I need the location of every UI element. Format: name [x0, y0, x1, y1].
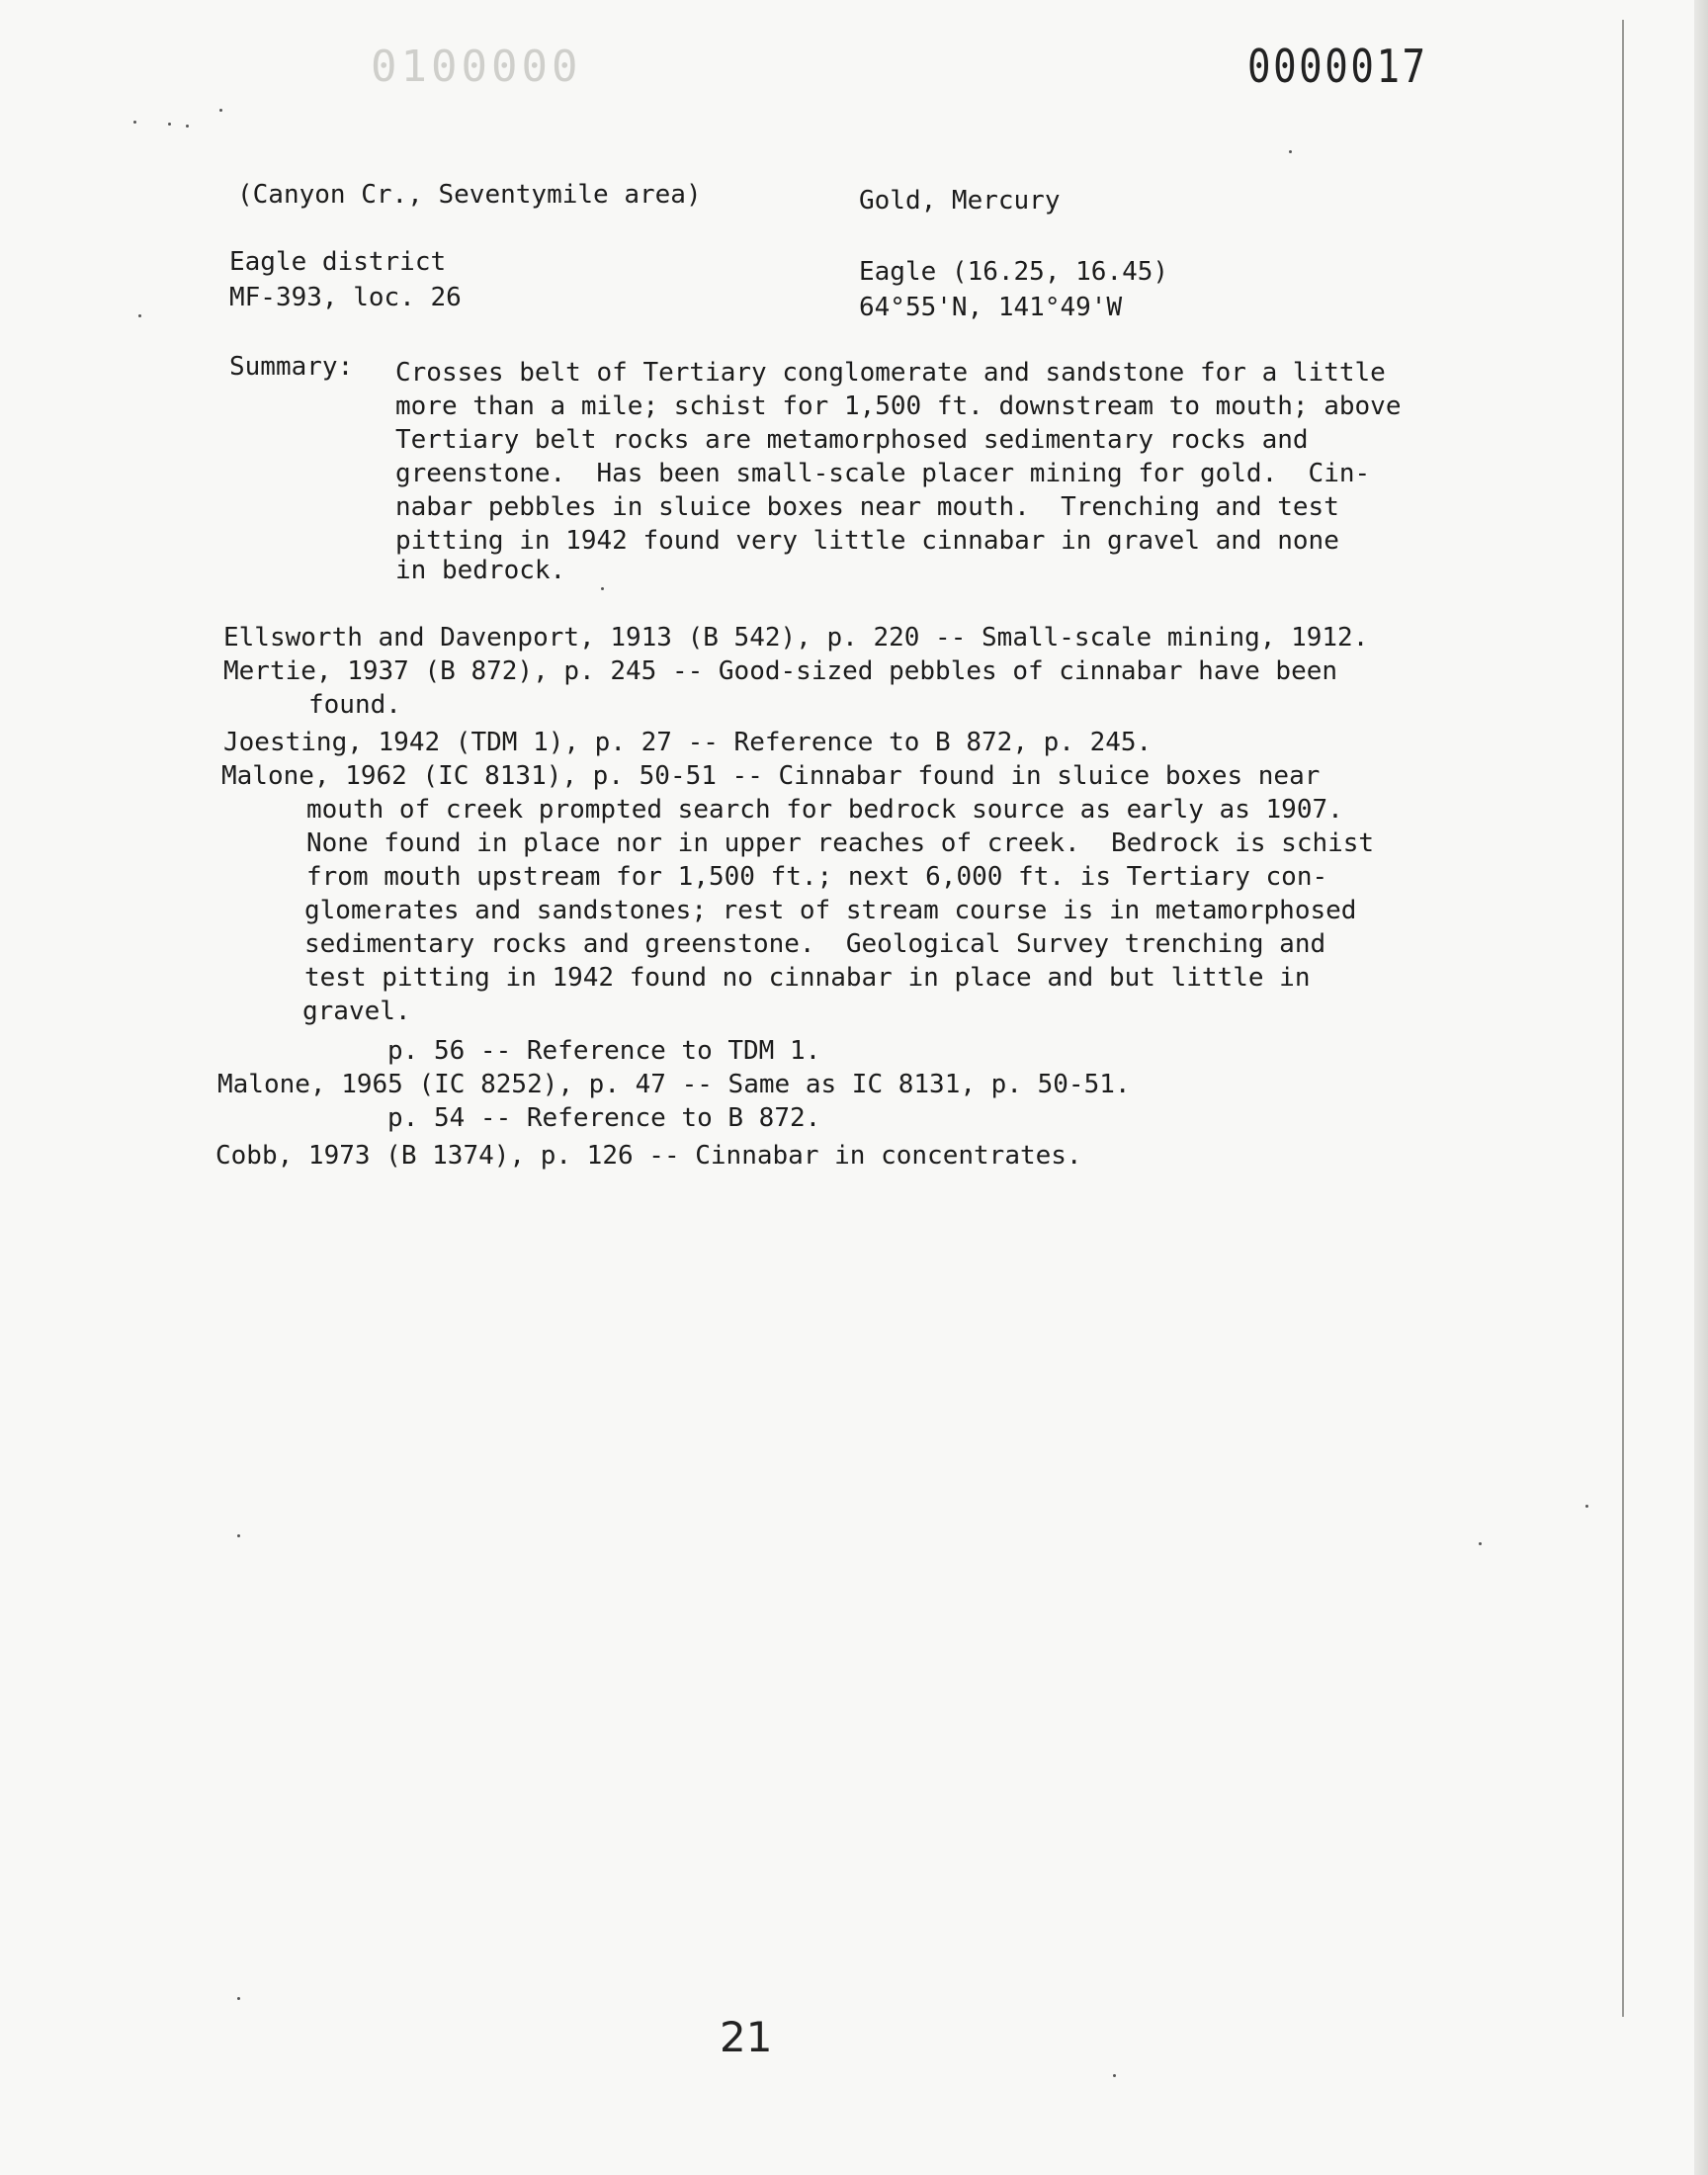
summary-line: greenstone. Has been small-scale placer mining for gold. Cin-: [395, 459, 1371, 488]
reference-entry: Malone, 1962 (IC 8131), p. 50-51 -- Cinnabar found in sluice boxes near: [221, 761, 1321, 791]
reference-entry: Mertie, 1937 (B 872), p. 245 -- Good-sized pebbles of cinnabar have been: [223, 656, 1338, 686]
reference-entry: Malone, 1965 (IC 8252), p. 47 -- Same as IC 8131, p. 50-51.: [217, 1070, 1131, 1099]
scan-speck: [237, 1997, 240, 2000]
scan-speck: [1289, 150, 1292, 153]
commodities: Gold, Mercury: [859, 186, 1061, 216]
scan-speck: [186, 125, 189, 128]
summary-label: Summary:: [229, 352, 354, 382]
scan-speck: [1585, 1505, 1588, 1508]
page-edge-shadow: [1694, 0, 1708, 2175]
document-number: 0000017: [1247, 40, 1428, 93]
scan-speck: [601, 587, 604, 590]
reference-continuation: mouth of creek prompted search for bedrock source as early as 1907.: [306, 795, 1343, 825]
reference-continuation: None found in place nor in upper reaches of creek. Bedrock is schist: [306, 828, 1375, 858]
scan-speck: [133, 121, 136, 124]
reference-entry: Cobb, 1973 (B 1374), p. 126 -- Cinnabar in concentrates.: [215, 1141, 1082, 1171]
page-number: 21: [720, 2013, 773, 2061]
reference-entry: Ellsworth and Davenport, 1913 (B 542), p. 220 -- Small-scale mining, 1912.: [223, 623, 1369, 652]
summary-line: Tertiary belt rocks are metamorphosed sedimentary rocks and: [395, 425, 1309, 455]
coordinates: 64°55'N, 141°49'W: [859, 293, 1123, 322]
summary-line: pitting in 1942 found very little cinnabar in gravel and none: [395, 526, 1339, 556]
reference-continuation: gravel.: [302, 997, 411, 1026]
reference-subentry: p. 56 -- Reference to TDM 1.: [387, 1036, 821, 1066]
summary-line: Crosses belt of Tertiary conglomerate and sandstone for a little: [395, 358, 1386, 388]
quadrangle: Eagle (16.25, 16.45): [859, 257, 1169, 287]
margin-rule: [1622, 20, 1624, 2017]
scan-speck: [138, 314, 141, 317]
reference-continuation: found.: [308, 690, 401, 720]
scan-speck: [1113, 2074, 1116, 2077]
summary-line: more than a mile; schist for 1,500 ft. downstream to mouth; above: [395, 392, 1402, 421]
summary-line: nabar pebbles in sluice boxes near mouth. Trenching and test: [395, 492, 1339, 522]
scan-speck: [168, 123, 171, 126]
district: Eagle district: [229, 247, 447, 277]
reference-continuation: glomerates and sandstones; rest of stream course is in metamorphosed: [304, 896, 1357, 925]
scan-speck: [219, 109, 222, 112]
reference-continuation: test pitting in 1942 found no cinnabar in place and but little in: [304, 963, 1311, 993]
map-reference: MF-393, loc. 26: [229, 283, 462, 312]
reference-continuation: from mouth upstream for 1,500 ft.; next 6,000 ft. is Tertiary con-: [306, 862, 1328, 892]
reference-subentry: p. 54 -- Reference to B 872.: [387, 1103, 821, 1133]
scan-speck: [1479, 1542, 1482, 1545]
summary-line: in bedrock.: [395, 556, 566, 585]
location-heading: (Canyon Cr., Seventymile area): [237, 180, 702, 210]
show-through-number: 0100000: [371, 42, 582, 92]
reference-continuation: sedimentary rocks and greenstone. Geological Survey trenching and: [304, 929, 1326, 959]
scan-speck: [237, 1534, 240, 1537]
reference-entry: Joesting, 1942 (TDM 1), p. 27 -- Reference to B 872, p. 245.: [223, 728, 1153, 757]
